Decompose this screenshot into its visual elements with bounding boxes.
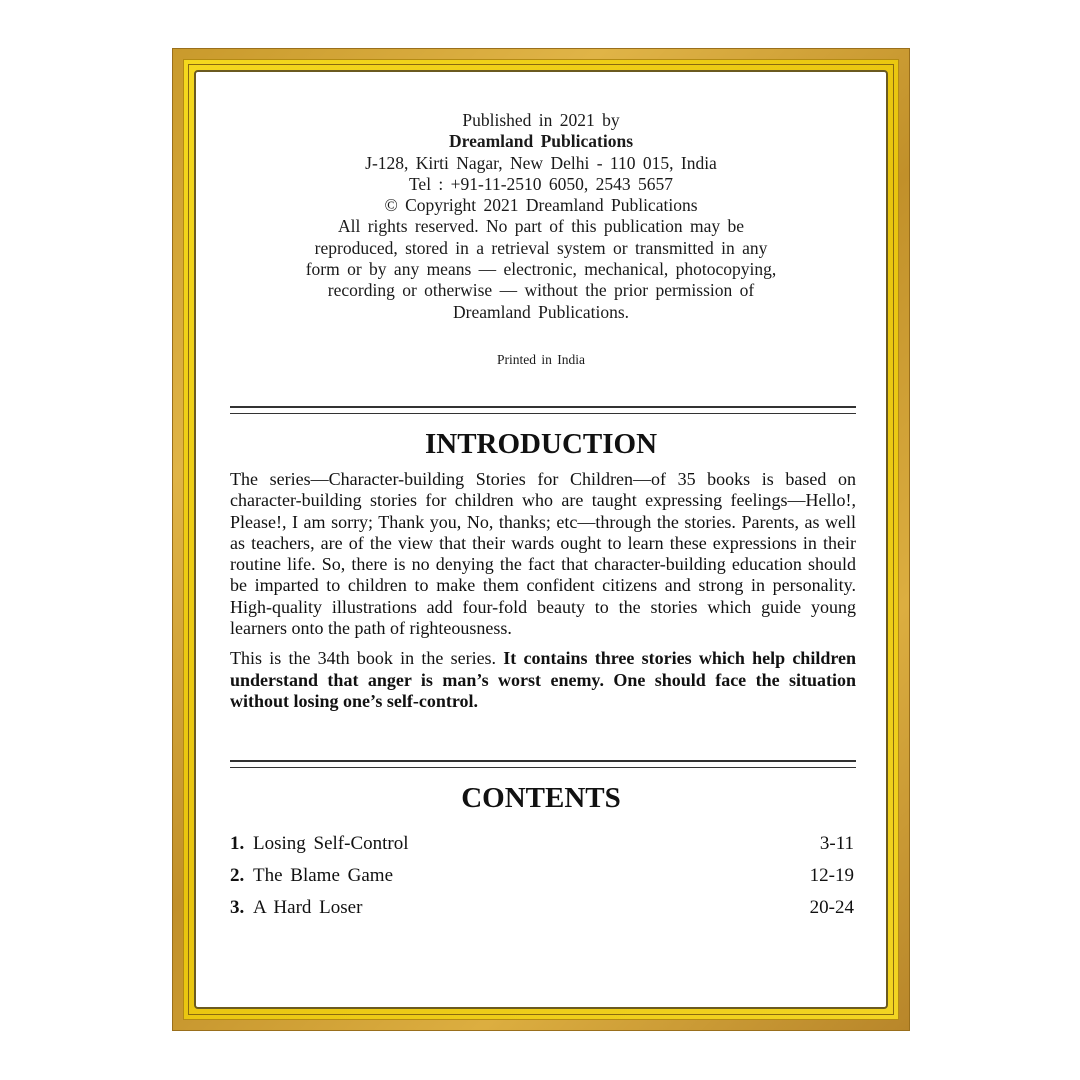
table-of-contents bbox=[230, 832, 854, 928]
paragraph-2-lead: This is the 34th book in the series. bbox=[230, 648, 497, 669]
book-page bbox=[194, 70, 888, 1009]
toc-title: A Hard Loser bbox=[253, 897, 363, 918]
toc-row bbox=[230, 832, 854, 864]
published-line: Published in 2021 by bbox=[462, 110, 620, 130]
toc-pages: 3-11 bbox=[819, 833, 854, 854]
introduction-heading: INTRODUCTION bbox=[424, 428, 658, 460]
rights-notice: All rights reserved. No part of this publication may be reproduced, stored in a retrieval system or transmitted in any form or by any means — electronic, mechanical, photocopying, recording or otherwise — without the prior permission of Dreamland Publications. bbox=[305, 216, 777, 322]
toc-row bbox=[230, 864, 854, 896]
publisher-name: Dreamland Publications bbox=[448, 131, 633, 152]
toc-pages: 12-19 bbox=[809, 865, 854, 886]
introduction-paragraph-1: The series—Character-building Stories for Children—of 35 books is based on character-building stories for children who are taught expressing feelings—Hello!, Please!, I am sorry; Thank you, No, thanks; etc—through the stories. Parents, as well as teachers, are of the view that their wards ought to learn these expressions in their routine life. So, there is no denying the fact that character-building education should be imparted to children to make them confident citizens and strong in personality. High-quality illustrations add four-fold beauty to the stories which guide young learners onto the path of righteousness. bbox=[230, 469, 856, 639]
divider-rule-middle bbox=[230, 760, 856, 768]
toc-entry bbox=[230, 864, 393, 896]
contents-heading: CONTENTS bbox=[461, 782, 621, 814]
yellow-frame-border bbox=[183, 59, 899, 1020]
paragraph-2-bold: It contains three stories which help children understand that anger is man’s worst enemy. One should face the situation without losing one’s self-control. bbox=[230, 648, 856, 711]
toc-number: 2. bbox=[230, 865, 245, 886]
toc-pages: 20-24 bbox=[809, 897, 854, 918]
introduction-body bbox=[230, 469, 856, 721]
toc-entry bbox=[230, 896, 362, 928]
publisher-address: J-128, Kirti Nagar, New Delhi - 110 015, India bbox=[365, 152, 717, 173]
toc-title: The Blame Game bbox=[253, 865, 394, 886]
toc-number: 3. bbox=[230, 897, 245, 918]
toc-entry bbox=[230, 832, 409, 864]
toc-row bbox=[230, 896, 854, 928]
toc-number: 1. bbox=[230, 833, 245, 854]
printed-in-line: Printed in India bbox=[497, 352, 585, 367]
gold-frame bbox=[172, 48, 910, 1031]
publisher-telephone: Tel : +91-11-2510 6050, 2543 5657 bbox=[408, 173, 674, 194]
copyright-line: © Copyright 2021 Dreamland Publications bbox=[384, 195, 698, 216]
introduction-paragraph-2 bbox=[230, 648, 856, 712]
imprint-block bbox=[196, 110, 886, 323]
divider-rule-top bbox=[230, 406, 856, 414]
toc-title: Losing Self-Control bbox=[253, 833, 409, 854]
